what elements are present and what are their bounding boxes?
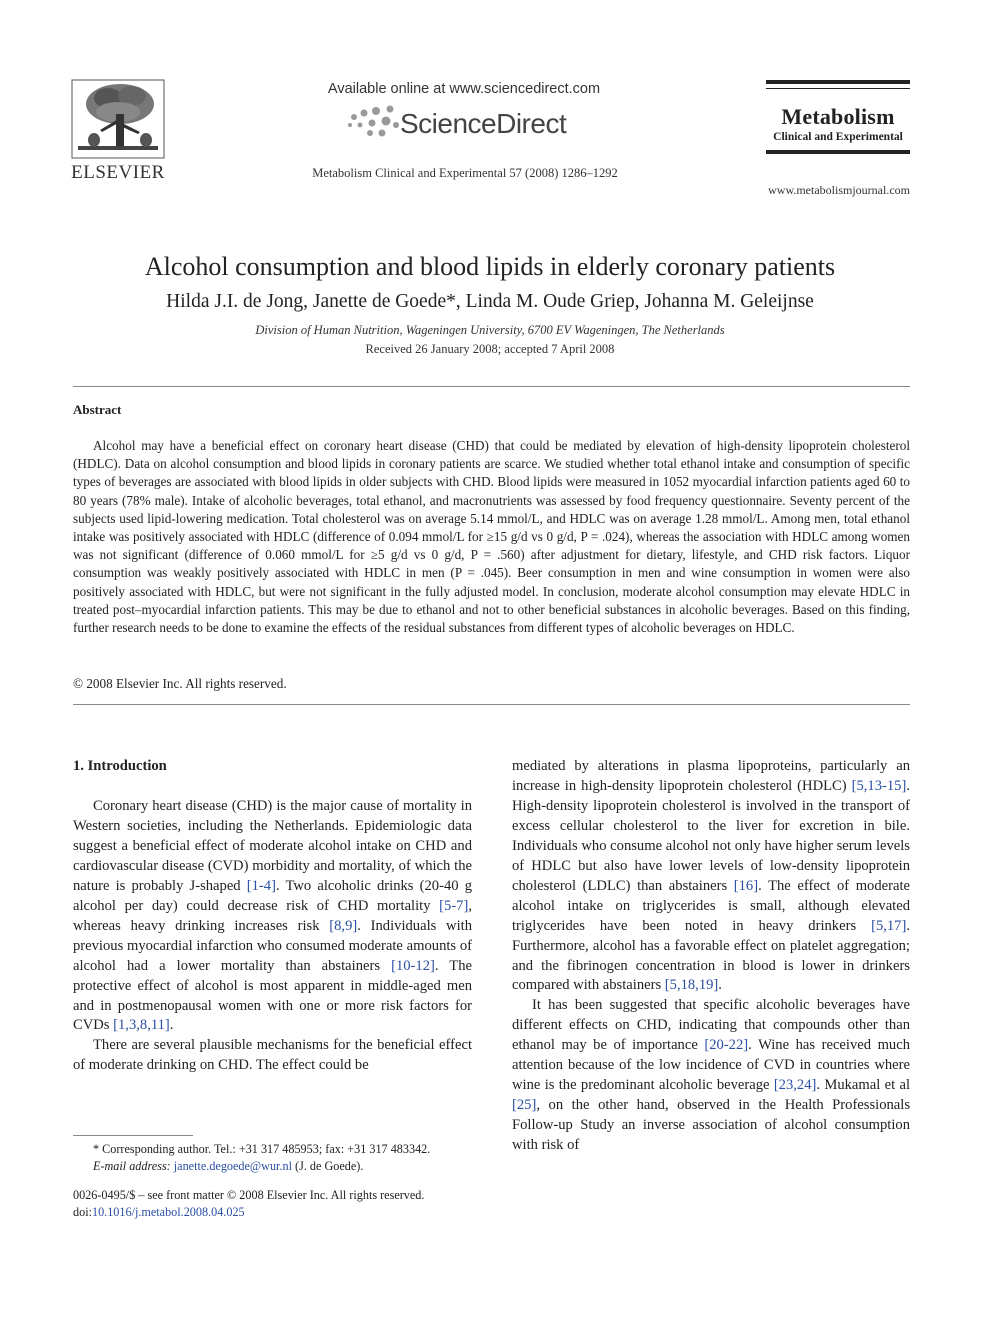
email-note: E-mail address: janette.degoede@wur.nl (J. de Goede). xyxy=(93,1159,364,1173)
paragraph: There are several plausible mechanisms for the beneficial effect of moderate drinking on CHD. The effect could be xyxy=(73,1037,472,1074)
citation-link[interactable]: [1,3,8,11] xyxy=(113,1017,170,1034)
elsevier-logo xyxy=(70,78,166,184)
front-matter-note: 0026-0495/$ – see front matter © 2008 Elsevier Inc. All rights reserved. xyxy=(73,1188,425,1202)
citation-link[interactable]: [8,9] xyxy=(329,917,358,934)
citation-link[interactable]: [5,18,19] xyxy=(664,977,719,994)
paragraph: Coronary heart disease (CHD) is the major cause of mortality in Western societies, including the Netherlands. Epidemiologic data suggest a beneficial effect of moderate alcohol intake on CHD and cardiovascular disease (CVD) morbidity and mortality, of which the nature is probably J-shaped [1-4]. Two alcoholic drinks (20-40 g alcohol per day) could decrease risk of CHD mortality [5-7], whereas heavy drinking increases risk [8,9]. Individuals with previous myocardial infarction who consumed moderate amounts of alcohol had a lower mortality than abstainers [10-12]. The protective effect of alcohol is most apparent in middle-aged men and in postmenopausal women with one or more risk factors for CVDs [1,3,8,11]. xyxy=(73,798,473,1034)
section-heading: 1. Introduction xyxy=(73,758,167,774)
publisher-name: ELSEVIER xyxy=(71,162,165,183)
abstract-heading: Abstract xyxy=(73,402,122,417)
journal-citation: Metabolism Clinical and Experimental 57 (2008) 1286–1292 xyxy=(312,166,618,180)
affiliation: Division of Human Nutrition, Wageningen University, 6700 EV Wageningen, The Netherlands xyxy=(255,323,725,337)
journal-url-link[interactable]: www.metabolismjournal.com xyxy=(768,183,910,197)
article-title: Alcohol consumption and blood lipids in elderly coronary patients xyxy=(144,252,836,281)
citation-link[interactable]: [5,13-15] xyxy=(851,777,907,794)
journal-rule xyxy=(766,150,910,154)
abstract-text: Alcohol may have a beneficial effect on coronary heart disease (CHD) that could be mediated by elevation of high-density lipoprotein cholesterol (HDLC). Data on alcohol consumption and blood lipids in coronary patients are scarce. We studied whether total ethanol intake and consumption of specific types of beverages are associated with blood lipids in older subjects with CHD. Blood lipids were measured in 1052 myocardial infarction patients aged 60 to 80 years (78% male). Intake of alcoholic beverages, total ethanol, and macronutrients was assessed by food frequency questionnaire. Seventy percent of the subjects used lipid-lowering medication. Total cholesterol was on average 5.14 mmol/L, and HDLC was on average 1.28 mmol/L. Among men, total ethanol intake was positively associated with HDLC (difference of 0.094 mmol/L for ≥15 g/d vs 0 g/d, P = .024), whereas the association with HDLC among women was not significant (difference of 0.060 mmol/L for ≥5 g/d vs 0 g/d, P = .560) after adjustment for dietary, lifestyle, and CHD risk factors. Liquor consumption was weakly positively associated with HDLC in men (P = .045). Beer consumption in men and wine consumption in women were also positively associated with HDLC, but were not significant in the fully adjusted model. In conclusion, moderate alcohol consumption may elevate HDLC in treated post–myocardial infarction patients. This may be due to ethanol and not to other beneficial substances in alcoholic beverages. Based on this finding, further research needs to be done to examine the effects of the residual substances from different types of alcoholic beverages on HDLC. xyxy=(73,438,910,636)
doi-link[interactable]: 10.1016/j.metabol.2008.04.025 xyxy=(91,1205,245,1219)
email-link[interactable]: janette.degoede@wur.nl xyxy=(173,1159,292,1173)
sciencedirect-wordmark[interactable]: ScienceDirect xyxy=(400,108,567,139)
citation-link[interactable]: [1-4] xyxy=(246,877,276,894)
right-column xyxy=(512,757,910,1156)
received-dates: Received 26 January 2008; accepted 7 April 2008 xyxy=(365,342,615,356)
journal-name: Metabolism xyxy=(781,104,895,129)
citation-link[interactable]: [5-7] xyxy=(439,897,469,914)
elsevier-tree-icon xyxy=(70,78,166,160)
citation-link[interactable]: [5,17] xyxy=(871,917,907,934)
available-online-text: Available online at www.sciencedirect.com xyxy=(327,81,601,97)
left-column xyxy=(73,797,472,1076)
issn-line xyxy=(73,1187,493,1221)
footnote xyxy=(73,1141,473,1175)
author-list: Hilda J.I. de Jong, Janette de Goede*, Linda M. Oude Griep, Johanna M. Geleijnse xyxy=(166,291,814,312)
abstract-copyright: © 2008 Elsevier Inc. All rights reserved. xyxy=(73,676,287,691)
journal-subtitle: Clinical and Experimental xyxy=(773,131,903,143)
journal-rule xyxy=(766,88,910,89)
paragraph: It has been suggested that specific alcoholic beverages have different effects on CHD, indicating that compounds other than ethanol may be of importance [20-22]. Wine has received much attention because of the low incidence of CVD in countries where wine is the predominant alcoholic beverage [23,24]. Mukamal et al [25], on the other hand, observed in the Health Professionals Follow-up Study an inverse association of alcohol consumption with risk of xyxy=(512,997,911,1154)
divider xyxy=(73,386,910,387)
citation-link[interactable]: [25] xyxy=(512,1097,537,1114)
citation-link[interactable]: [23,24] xyxy=(773,1077,817,1094)
footnote-rule xyxy=(73,1135,193,1136)
divider xyxy=(73,704,910,705)
journal-rule xyxy=(766,80,910,84)
corresponding-author-note: * Corresponding author. Tel.: +31 317 485953; fax: +31 317 483342. xyxy=(93,1142,431,1156)
doi-line: doi:10.1016/j.metabol.2008.04.025 xyxy=(73,1205,245,1219)
citation-link[interactable]: [16] xyxy=(733,877,759,894)
citation-link[interactable]: [10-12] xyxy=(391,957,435,974)
citation-link[interactable]: [20-22] xyxy=(704,1037,749,1054)
paragraph: mediated by alterations in plasma lipoproteins, particularly an increase in high-density lipoprotein cholesterol (HDLC) [5,13-15]. High-density lipoprotein cholesterol is involved in the transport of excess cellular cholesterol to the liver for excretion in bile. Individuals who consume alcohol not only have higher serum levels of HDLC but also have lower levels of low-density lipoprotein cholesterol (LDLC) than abstainers [16]. The effect of moderate alcohol intake on triglycerides is small, although elevated triglycerides have been noted in heavy drinkers [5,17]. Furthermore, alcohol has a favorable effect on platelet aggregation; and the fibrinogen concentration in blood is lower in drinkers compared with abstainers [5,18,19]. xyxy=(512,758,910,994)
